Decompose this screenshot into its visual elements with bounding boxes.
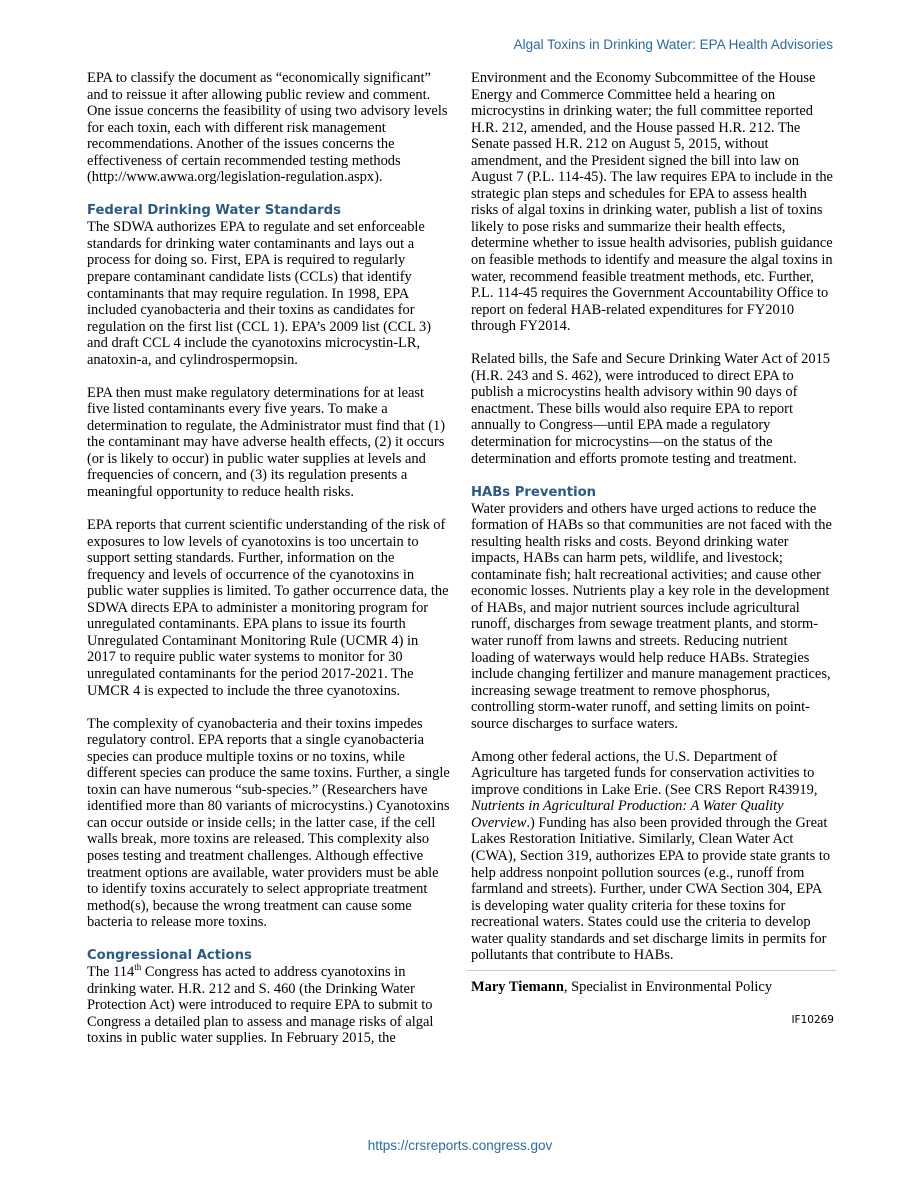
fdws-paragraph-2: EPA then must make regulatory determinations for at least five listed contaminants every five years. To make a determination to regulate, the Administrator must find that (1) the contaminant may have adverse health effects, (2) it occurs (or is likely to occur) in public water supplies at levels and frequencies of concern, and (3) its regulation presents a meaningful opportunity to reduce health risks. xyxy=(87,384,446,501)
habs-paragraph-1: Water providers and others have urged actions to reduce the formation of HABs so that communities are not faced with the resulting health risks and costs. Beyond drinking water impacts, HABs can harm pets, wildlife, and livestock; contaminate fish; halt recreational activities; and cause other economic losses. Nutrients play a key role in the development of HABs, and major nutrient sources include agricultural runoff, discharges from sewage treatment plants, and storm-water runoff from lawns and streets. Reducing nutrient loading of waterways would help reduce HABs. Strategies include changing fertilizer and manure management practices, increasing sewage treatment to remove phosphorus, controlling storm-water runoff, and setting limits on point-source discharges to surface waters. xyxy=(471,500,832,732)
continued-paragraph: Environment and the Economy Subcommittee of the House Energy and Commerce Committee held a hearing on microcystins in drinking water; the full committee reported H.R. 212, amended, and the House passed H.R. 212. The Senate passed H.R. 212 on August 5, 2015, without amendment, and the President signed the bill into law on August 7 (P.L. 114-45). The law requires EPA to include in the strategic plan steps and schedules for EPA to assess health risks of algal toxins in drinking water, publish a list of toxins likely to pose risks and summarize their health effects, determine whether to issue health advisories, publish guidance on feasible methods to identify and measure the algal toxins in water, recommend feasible treatment methods, etc. Further, P.L. 114-45 requires the Government Accountability Office to report on federal HAB-related expenditures for FY2010 through FY2014. xyxy=(471,70,833,335)
right-column xyxy=(471,70,834,1045)
congress-number: The 114 xyxy=(87,964,135,981)
fdws-paragraph-1: The SDWA authorizes EPA to regulate and set enforceable standards for drinking water contaminants and lays out a process for doing so. First, EPA is required to regularly prepare contaminant candidate lists (CCLs) that identify contaminants that may require regulation. In 1998, EPA included cyanobacteria and their toxins as candidates for regulation on the first list (CCL 1). EPA’s 2009 list (CCL 3) and draft CCL 4 include the cyanotoxins microcystin-LR, anatoxin-a, and cylindrospermopsin. xyxy=(87,219,432,368)
author-line xyxy=(471,979,834,996)
running-header-title: Algal Toxins in Drinking Water: EPA Health Advisories xyxy=(513,37,833,52)
crs-report-title: Nutrients in Agricultural Production: A Water Quality Overview xyxy=(471,798,784,831)
section-heading-federal-drinking-water-standards: Federal Drinking Water Standards xyxy=(87,203,341,219)
footer-url-link[interactable]: https://crsreports.congress.gov xyxy=(367,1138,553,1153)
related-bills-paragraph: Related bills, the Safe and Secure Drinking Water Act of 2015 (H.R. 243 and S. 462), were introduced to direct EPA to publish a microcystins health advisory within 90 days of enactment. These bills would also require EPA to report annually to Congress—until EPA made a regulatory determination for microcystins—on the status of the determination and efforts promote testing and treatment. xyxy=(471,351,831,467)
habs-paragraph-2-text-a: Among other federal actions, the U.S. Department of Agriculture has targeted funds for conservation activities to improve conditions in Lake Erie. (See CRS Report R43919, xyxy=(471,748,818,798)
habs-paragraph-2-text-b: .) Funding has also been provided through the Great Lakes Restoration Initiative. Similarly, Clean Water Act (CWA), Section 319, authorizes EPA to provide state grants to help address nonpoint pollution sources (e.g., runoff from farmland and streets). Further, under CWA Section 304, EPA is developing water quality criteria for these toxins for recreational waters. States could use the criteria to develop water quality standards and set discharge limits in permits for pollutants that contribute to HABs. xyxy=(471,814,831,964)
habs-paragraph-2 xyxy=(471,749,834,964)
section-heading-habs-prevention: HABs Prevention xyxy=(471,484,597,500)
author-name: Mary Tiemann xyxy=(471,978,564,995)
fdws-paragraph-4: The complexity of cyanobacteria and their toxins impedes regulatory control. EPA reports that a single cyanobacteria species can produce multiple toxins or no toxins, while different species can produce the same toxins. Further, a single toxin can have numerous “sub-species.” (Researchers have identified more than 80 variants of microcystins.) Cyanotoxins can occur outside or inside cells; in the latter case, if the cell walls break, more toxins are released. This complexity also poses testing and treatment challenges. Although effective treatment options are available, water providers must be able to identify toxins accurately to select appropriate treatment method(s), because the wrong treatment can cause some bacteria to release more toxins. xyxy=(87,715,450,931)
author-title: , Specialist in Environmental Policy xyxy=(563,978,773,995)
section-heading-congressional-actions: Congressional Actions xyxy=(87,948,252,964)
congressional-actions-paragraph xyxy=(87,964,450,1047)
author-divider xyxy=(467,970,836,971)
intro-paragraph: EPA to classify the document as “economically significant” and to reissue it after allowing public review and comment. One issue concerns the feasibility of using two advisory levels for each toxin, each with different risk management recommendations. Another of the issues concerns the effectiveness of certain recommended testing methods (http://www.awwa.org/legislation-regulation.aspx). xyxy=(87,70,448,186)
fdws-paragraph-3: EPA reports that current scientific understanding of the risk of exposures to low levels of cyanotoxins is too uncertain to support setting standards. Further, information on the frequency and levels of occurrence of the cyanotoxins in public water supplies is limited. To gather occurrence data, the SDWA directs EPA to administer a monitoring program for unregulated contaminants. EPA plans to issue its fourth Unregulated Contaminant Monitoring Rule (UCMR 4) in 2017 to require public water systems to monitor for 30 unregulated contaminants for the period 2017-2021. The UMCR 4 is expected to include the three cyanotoxins. xyxy=(87,517,449,699)
ordinal-suffix: th xyxy=(134,962,142,973)
product-code: IF10269 xyxy=(791,1013,834,1026)
left-column xyxy=(87,70,450,1047)
congressional-actions-text: Congress has acted to address cyanotoxins in drinking water. H.R. 212 and S. 460 (the Drinking Water Protection Act) were introduced to require EPA to submit to Congress a detailed plan to assess and manage risks of algal toxins in public water supplies. In February 2015, the xyxy=(87,964,434,1047)
